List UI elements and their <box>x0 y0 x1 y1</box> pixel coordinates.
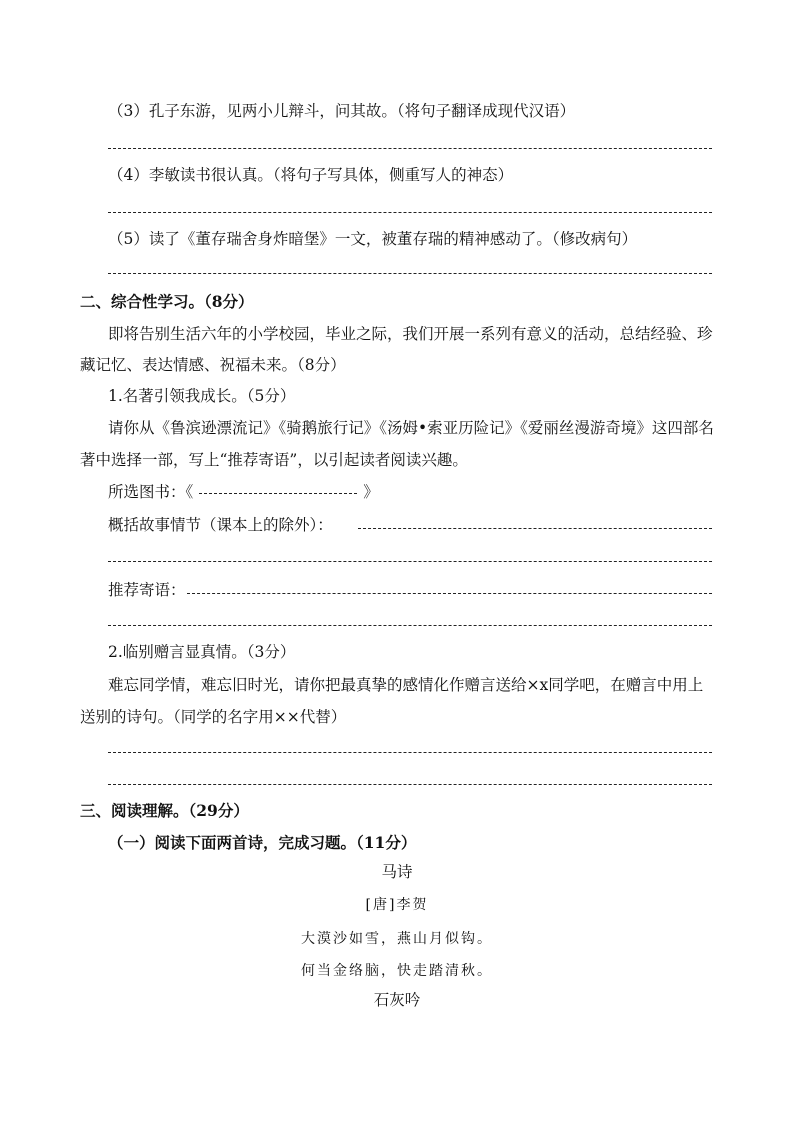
section-2-intro-line-2: 藏记忆、表达情感、祝福未来。（8分） <box>80 356 346 374</box>
answer-line <box>108 561 712 562</box>
selected-book-label: 所选图书：《 <box>108 483 194 501</box>
poem-1-line-1: 大漠沙如雪，燕山月似钩。 <box>301 931 493 947</box>
answer-line <box>187 593 712 594</box>
answer-line <box>108 212 712 213</box>
poem-1-author: [唐]李贺 <box>365 897 429 913</box>
poem-2-title: 石灰吟 <box>373 991 421 1009</box>
question-5: （5）读了《董存瑞舍身炸暗堡》一文，被董存瑞的精神感动了。（修改病句） <box>108 230 638 248</box>
question-4: （4）李敏读书很认真。（将句子写具体，侧重写人的神态） <box>108 166 514 184</box>
task-2-line-1: 难忘同学情，难忘旧时光，请你把最真挚的感情化作赠言送给×x同学吧，在赠言中用上 <box>108 676 704 694</box>
task-1-line-1: 请你从《鲁滨逊漂流记》《骑鹅旅行记》《汤姆•索亚历险记》《爱丽丝漫游奇境》这四部名 <box>108 419 714 437</box>
recommend-label: 推荐寄语： <box>108 581 186 599</box>
section-3-sub-heading: （一）阅读下面两首诗，完成习题。（11分） <box>108 833 417 852</box>
task-1-title: 1.名著引领我成长。（5分） <box>108 387 296 405</box>
section-2-heading: 二、综合性学习。（8分） <box>80 292 254 311</box>
poem-1-line-2: 何当金络脑，快走踏清秋。 <box>301 963 493 979</box>
section-3-heading: 三、阅读理解。（29分） <box>80 801 249 820</box>
answer-line <box>108 752 712 753</box>
answer-line <box>108 273 712 274</box>
poem-1-title: 马诗 <box>381 863 413 881</box>
task-1-line-2: 著中选择一部，写上“推荐寄语”，以引起读者阅读兴趣。 <box>80 451 468 469</box>
answer-line <box>108 625 712 626</box>
plot-summary-label: 概括故事情节（课本上的除外）： <box>108 516 333 534</box>
task-2-line-2: 送别的诗句。（同学的名字用××代替） <box>80 708 347 726</box>
answer-line <box>358 528 712 529</box>
selected-book-blank <box>199 493 357 494</box>
question-3: （3）孔子东游，见两小儿辩斗，问其故。（将句子翻译成现代汉语） <box>108 102 576 120</box>
answer-line <box>108 784 712 785</box>
task-2-title: 2.临别赠言显真情。（3分） <box>108 643 296 661</box>
answer-line <box>108 148 712 149</box>
selected-book-row <box>108 482 712 502</box>
section-2-intro-line-1: 即将告别生活六年的小学校园，毕业之际，我们开展一系列有意义的活动，总结经验、珍 <box>108 325 713 343</box>
selected-book-close: 》 <box>363 483 379 501</box>
